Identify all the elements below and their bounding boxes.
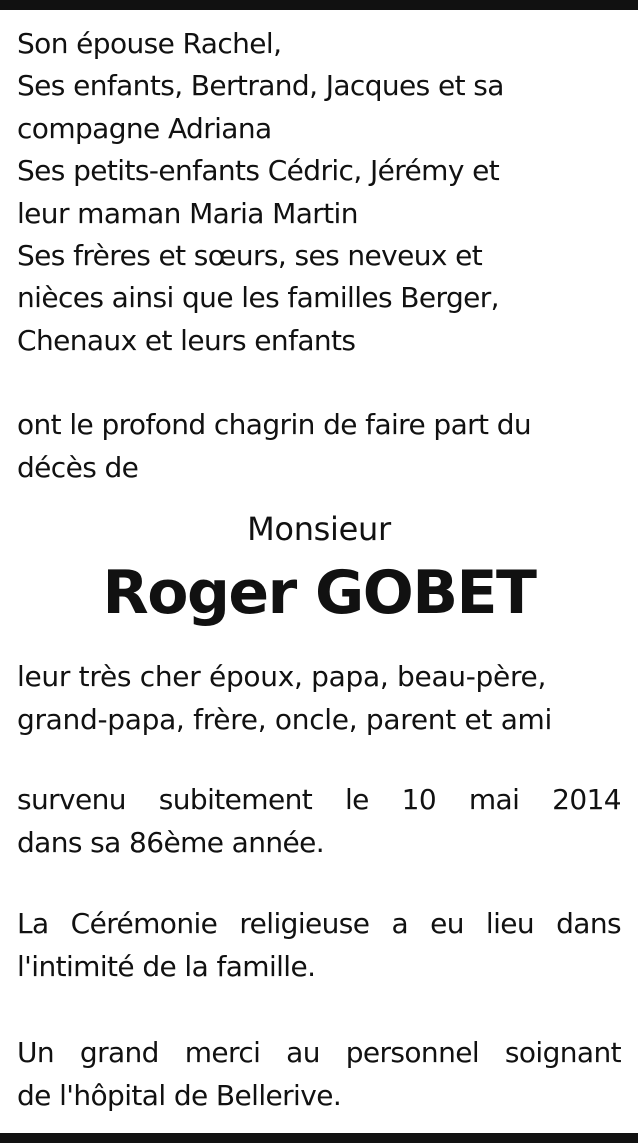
deceased-title: Monsieur [247,510,391,548]
announcement-line: décès de [17,451,139,484]
family-line: Son épouse Rachel, [17,27,282,60]
family-line: Ses frères et sœurs, ses neveux et [17,239,483,273]
family-line: compagne Adriana [17,111,272,145]
announcement-line: ont le profond chagrin de faire part du [17,408,532,441]
family-list [17,23,621,362]
relation-text [17,655,621,741]
deceased-name: Roger GOBET [102,558,536,628]
thanks-text [17,1031,621,1117]
passing-line: survenu subitement le 10 mai 2014 [17,783,621,816]
ceremony-line: l'intimité de la famille. [17,950,316,983]
thanks-line: Un grand merci au personnel soignant [17,1036,621,1069]
passing-line: dans sa 86ème année. [17,826,325,859]
bottom-border [0,1133,638,1143]
relation-line: leur très cher époux, papa, beau-père, [17,660,547,693]
top-border [0,0,638,10]
relation-line: grand-papa, frère, oncle, parent et ami [17,703,553,736]
family-line: Ses enfants, Bertrand, Jacques et sa [17,69,504,103]
thanks-line: de l'hôpital de Bellerive. [17,1079,342,1112]
ceremony-text [17,902,621,988]
family-line: Ses petits-enfants Cédric, Jérémy et [17,154,500,188]
ceremony-line: La Cérémonie religieuse a eu lieu dans [17,907,621,940]
announcement [17,403,621,489]
family-line: Chenaux et leurs enfants [17,323,356,357]
passing-text [17,778,621,864]
family-line: leur maman Maria Martin [17,196,358,230]
family-line: nièces ainsi que les familles Berger, [17,281,499,315]
